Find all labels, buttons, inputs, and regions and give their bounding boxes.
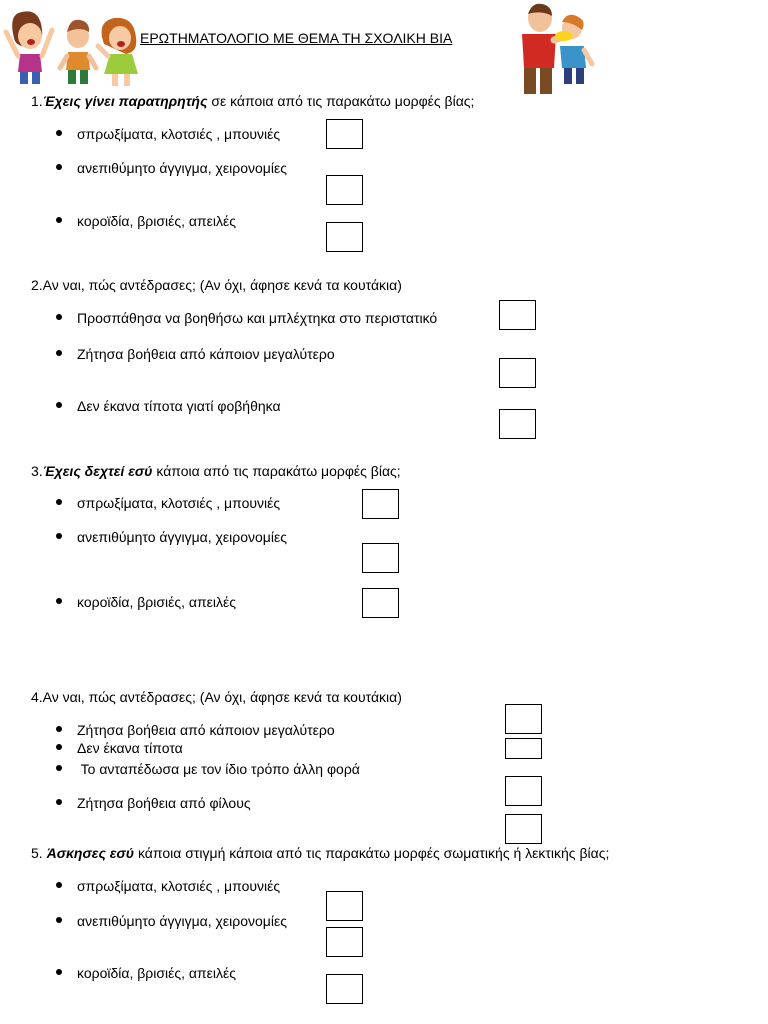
question-3: [31, 463, 401, 479]
bullet-icon: [56, 765, 62, 771]
bullet-icon: [56, 726, 62, 732]
q3-checkbox-1[interactable]: [362, 489, 399, 519]
q3-checkbox-3[interactable]: [362, 588, 399, 618]
q4-option: [56, 795, 251, 811]
q2-option: [56, 346, 335, 362]
kids-clipart: [0, 0, 150, 90]
question-5: [31, 845, 609, 861]
kid-middle-figure: [60, 20, 96, 84]
q3-option: [56, 495, 280, 511]
q5-bold-text: Άσκησες εσύ: [46, 845, 135, 861]
bullet-icon: [56, 314, 62, 320]
q2-option-label: Δεν έκανα τίποτα γιατί φοβήθηκα: [77, 398, 281, 414]
q1-bold-text: Έχεις γίνει παρατηρητής: [42, 93, 208, 109]
bullet-icon: [56, 744, 62, 750]
q1-option: [56, 126, 280, 142]
q5-option: [56, 913, 287, 929]
bullet-icon: [56, 882, 62, 888]
q4-option-label: Το ανταπέδωσα με τον ίδιο τρόπο άλλη φορά: [77, 761, 360, 777]
q3-option: [56, 594, 236, 610]
bullet-icon: [56, 350, 62, 356]
q1-option-label: σπρωξίματα, κλοτσιές , μπουνιές: [77, 126, 281, 142]
q5-option: [56, 965, 236, 981]
q5-option: [56, 878, 280, 894]
bullet-icon: [56, 533, 62, 539]
q1-text: σε κάποια από τις παρακάτω μορφές βίας;: [207, 93, 475, 109]
bullet-icon: [56, 499, 62, 505]
question-2: 2.Αν ναι, πώς αντέδρασες; (Αν όχι, άφησε κενά τα κουτάκια): [31, 277, 402, 293]
q2-checkbox-2[interactable]: [499, 358, 536, 388]
q4-option: [56, 722, 335, 738]
fight-clipart: [506, 0, 596, 100]
page-title: [140, 30, 484, 46]
q1-checkbox-1[interactable]: [326, 119, 363, 149]
q2-checkbox-3[interactable]: [499, 409, 536, 439]
bullet-icon: [56, 969, 62, 975]
q5-option-label: ανεπιθύμητο άγγιγμα, χειρονομίες: [77, 913, 287, 929]
q3-option-label: κοροϊδία, βρισιές, απειλές: [77, 594, 236, 610]
q2-option: [56, 398, 281, 414]
bullet-icon: [56, 164, 62, 170]
q1-option: [56, 213, 236, 229]
q3-option: [56, 529, 287, 545]
q2-checkbox-1[interactable]: [499, 300, 536, 330]
q1-option: [56, 160, 287, 176]
bullet-icon: [56, 217, 62, 223]
q5-checkbox-2[interactable]: [326, 927, 363, 957]
q5-number: 5.: [31, 845, 47, 861]
bullet-icon: [56, 799, 62, 805]
q2-option-label: Ζήτησα βοήθεια από κάποιον μεγαλύτερο: [77, 346, 335, 362]
q1-checkbox-2[interactable]: [326, 175, 363, 205]
q5-checkbox-1[interactable]: [326, 891, 363, 921]
kid-right-figure: [98, 18, 138, 86]
bullet-icon: [56, 917, 62, 923]
q5-option-label: σπρωξίματα, κλοτσιές , μπουνιές: [77, 878, 281, 894]
q4-checkbox-2[interactable]: [505, 738, 542, 759]
q5-checkbox-3[interactable]: [326, 974, 363, 1004]
question-1: [31, 93, 474, 109]
q1-number: 1.: [31, 93, 43, 109]
q4-option-label: Ζήτησα βοήθεια από κάποιον μεγαλύτερο: [77, 722, 335, 738]
q3-bold-text: Έχεις δεχτεί εσύ: [42, 463, 153, 479]
q1-option-label: κοροϊδία, βρισιές, απειλές: [77, 213, 236, 229]
q4-checkbox-4[interactable]: [505, 814, 542, 844]
q4-checkbox-1[interactable]: [505, 704, 542, 734]
q3-option-label: σπρωξίματα, κλοτσιές , μπουνιές: [77, 495, 281, 511]
q2-option-label: Προσπάθησα να βοηθήσω και μπλέχτηκα στο περιστατικό: [77, 310, 438, 326]
q4-option: [56, 761, 360, 777]
q3-option-label: ανεπιθύμητο άγγιγμα, χειρονομίες: [77, 529, 287, 545]
q3-number: 3.: [31, 463, 43, 479]
q2-option: [56, 310, 437, 326]
q3-text: κάποια από τις παρακάτω μορφές βίας;: [152, 463, 401, 479]
q1-checkbox-3[interactable]: [326, 222, 363, 252]
q4-option: [56, 740, 183, 756]
q3-checkbox-2[interactable]: [362, 543, 399, 573]
question-4: 4.Αν ναι, πώς αντέδρασες; (Αν όχι, άφησε κενά τα κουτάκια): [31, 689, 402, 705]
kid-left-figure: [6, 11, 52, 84]
younger-kid-figure: [555, 15, 592, 84]
q1-option-label: ανεπιθύμητο άγγιγμα, χειρονομίες: [77, 160, 287, 176]
page-title-text: ΕΡΩΤΗΜΑΤΟΛΟΓΙΟ ΜΕ ΘΕΜΑ ΤΗ ΣΧΟΛΙΚΗ ΒΙΑ: [140, 30, 453, 46]
q5-option-label: κοροϊδία, βρισιές, απειλές: [77, 965, 236, 981]
bullet-icon: [56, 130, 62, 136]
bullet-icon: [56, 598, 62, 604]
q4-checkbox-3[interactable]: [505, 776, 542, 806]
bullet-icon: [56, 402, 62, 408]
q5-text: κάποια στιγμή κάποια από τις παρακάτω μορφές σωματικής ή λεκτικής βίας;: [134, 845, 610, 861]
q4-option-label: Δεν έκανα τίποτα: [77, 740, 183, 756]
q4-option-label: Ζήτησα βοήθεια από φίλους: [77, 795, 251, 811]
